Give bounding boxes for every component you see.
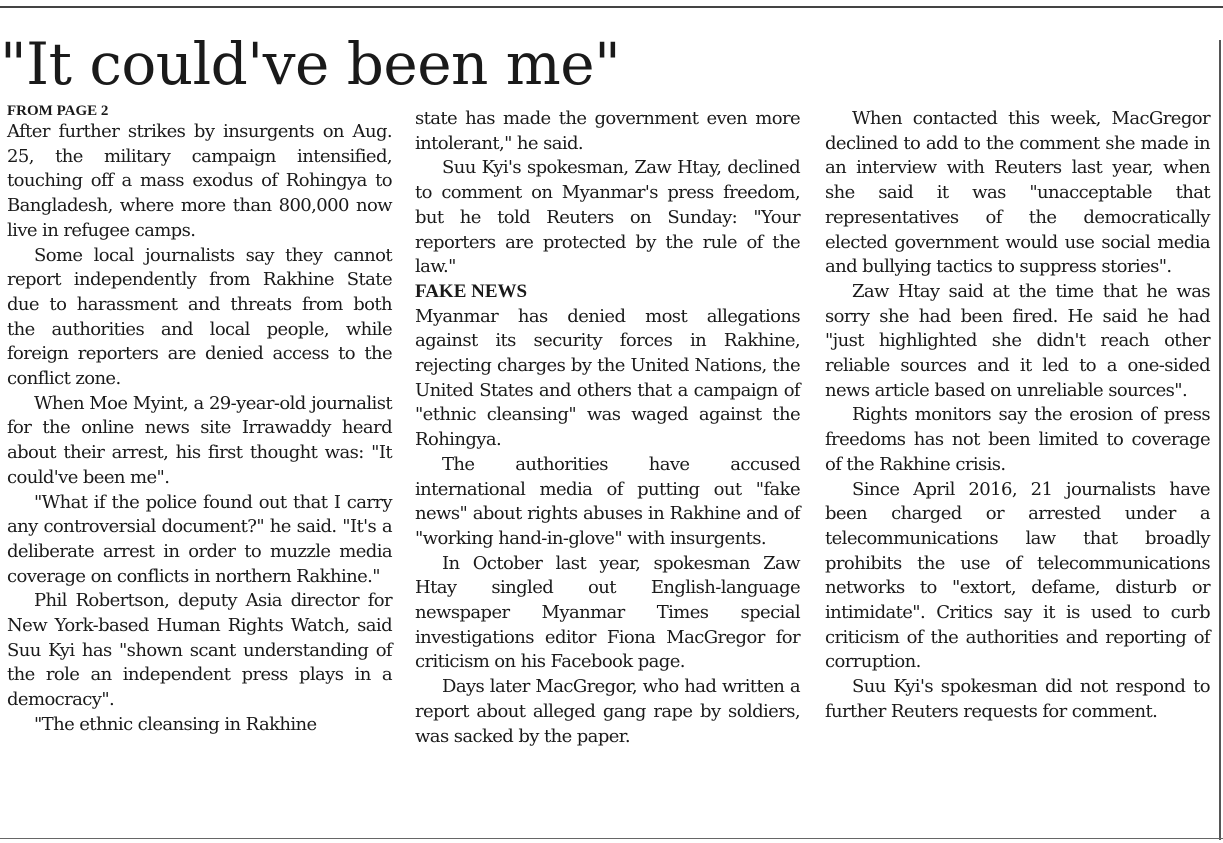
paragraph: "What if the police found out that I carry any controversial document?" he said. "It's a deliberate arrest in order to muzzle media coverage on conflicts in northern Rakhine." bbox=[7, 491, 392, 587]
paragraph: Myanmar has denied most allegations against its security forces in Rakhine, rejecting charges by the United Nations, the United States and others that a campaign of "ethnic cleansing" was waged against the Rohingya. bbox=[415, 305, 800, 451]
top-rule bbox=[0, 6, 1223, 8]
paragraph: When Moe Myint, a 29-year-old journalist for the online news site Irrawaddy heard about their arrest, his first thought was: "It could've been me". bbox=[7, 392, 392, 488]
paragraph: Suu Kyi's spokesman did not respond to further Reuters requests for comment. bbox=[825, 676, 1210, 722]
paragraph: Some local journalists say they cannot report independently from Rakhine State due to harassment and threats from both the authorities and local people, while foreign reporters are denied access to the conflict zone. bbox=[7, 244, 392, 390]
paragraph: In October last year, spokesman Zaw Htay singled out English-language newspaper Myanmar Times special investigations editor Fiona MacGregor for criticism on his Facebook page. bbox=[415, 552, 800, 673]
section-subhead: FAKE NEWS bbox=[415, 280, 528, 302]
paragraph: When contacted this week, MacGregor declined to add to the comment she made in an interview with Reuters last year, when she said it was "unacceptable that representatives of the democratically elected government would use social media and bullying tactics to suppress stories". bbox=[825, 108, 1210, 278]
paragraph: Days later MacGregor, who had written a report about alleged gang rape by soldiers, was sacked by the paper. bbox=[415, 676, 800, 747]
paragraph: Suu Kyi's spokesman, Zaw Htay, declined to comment on Myanmar's press freedom, but he told Reuters on Sunday: "Your reporters are protected by the rule of the law." bbox=[415, 157, 800, 278]
paragraph: state has made the government even more intolerant," he said. bbox=[415, 108, 800, 154]
paragraph: Zaw Htay said at the time that he was sorry she had been fired. He said he had "just highlighted she didn't reach other reliable sources and it led to a one-sided news article based on unreliable sources". bbox=[825, 280, 1210, 401]
paragraph: Rights monitors say the erosion of press freedoms has not been limited to coverage of the Rakhine crisis. bbox=[825, 404, 1210, 475]
article-column-3 bbox=[825, 103, 1210, 725]
column-rule-right bbox=[1219, 40, 1221, 840]
article-column-1 bbox=[7, 103, 392, 738]
continued-from-label: FROM PAGE 2 bbox=[7, 103, 109, 119]
article-column-2 bbox=[415, 103, 800, 749]
headline: "It could've been me" bbox=[0, 30, 621, 98]
paragraph: Phil Robertson, deputy Asia director for New York-based Human Rights Watch, said Suu Kyi has "shown scant understanding of the role an independent press plays in a democracy". bbox=[7, 590, 392, 711]
paragraph: The authorities have accused international media of putting out "fake news" about rights abuses in Rakhine and of "working hand-in-glove" with insurgents. bbox=[415, 453, 800, 549]
bottom-rule bbox=[0, 838, 1223, 839]
paragraph: Since April 2016, 21 journalists have been charged or arrested under a telecommunications law that broadly prohibits the use of telecommunications networks to "extort, defame, disturb or intimidate". Critics say it is used to curb criticism of the authorities and reporting of corruption. bbox=[825, 478, 1210, 673]
paragraph: After further strikes by insurgents on Aug. 25, the military campaign intensified, touching off a mass exodus of Rohingya to Bangladesh, where more than 800,000 now live in refugee camps. bbox=[7, 121, 392, 241]
paragraph: "The ethnic cleansing in Rakhine bbox=[34, 713, 317, 735]
